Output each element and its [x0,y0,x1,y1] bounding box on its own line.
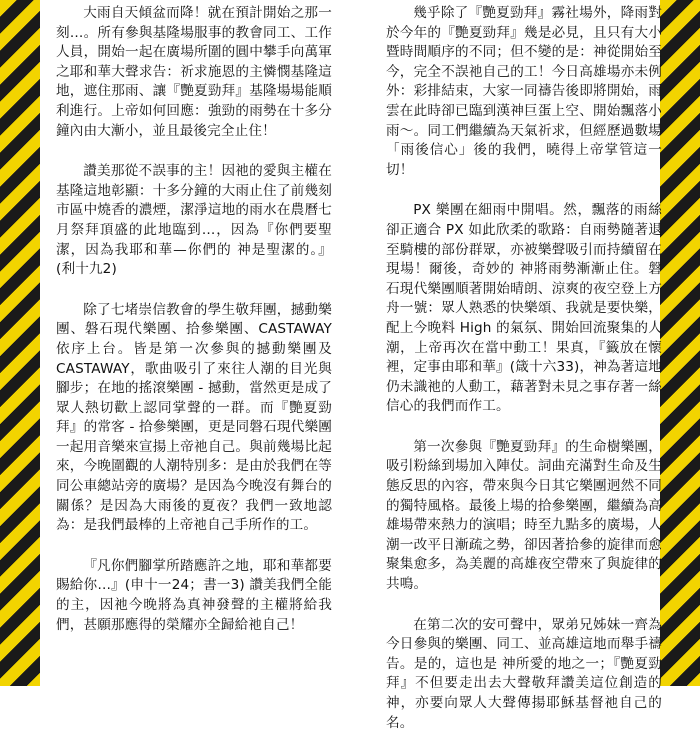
paragraph-px-band: PX 樂團在細雨中開唱。然，飄落的雨絲卻正適合 PX 如此欣柔的歌路：自雨勢隨著退至騎樓的部份群眾，亦被樂聲吸引而持續留在現場！爾後，奇妙的 神將雨勢漸漸止住。磐石現代樂團順著開始晴朗、涼爽的夜空登上方舟一號：眾人熟悉的快樂頌、我就是要快樂，配上今晚料 High 的氣氛、開始回流聚集的人潮，上帝再次在當中動工！果真，『籤放在懷裡，定事由耶和華』(箴十六33)，神為著這地仍未識祂的人動工，藉著對未見之事存著一絲信心的我們而作工。 [386,202,662,415]
paragraph-encore-prayer: 在第二次的安可聲中，眾弟兄姊妹一齊為今日參與的樂團、同工、並高雄這地而舉手禱告。是的，這也是 神所愛的地之一；『艷夏勁拜』不但要走出去大聲敬拜讚美這位創造的 神，亦要向眾人大聲傳揚耶穌基督祂自己的名。 [386,616,662,731]
paragraph-praise-sovereignty: 讚美那從不誤事的主！因祂的愛與主權在基隆這地彰顯：十多分鐘的大雨止住了前幾刻市區中燒香的濃煙，潔淨這地的雨水在農曆七月祭拜頂盛的此地臨到…，因為『你們要聖潔，因為我耶和華—你們的 神是聖潔的。』(利十九2) [56,163,332,278]
hazard-stripe-left-border [0,0,40,686]
article-column-right [386,4,662,731]
article-column-left [56,4,332,686]
article-body [48,0,662,731]
paragraph-heavy-rain-prayer: 大雨自天傾盆而降！就在預計開始之那一刻…。所有參與基隆場服事的教會同工、工作人員，開始一起在廣場所圍的圓中攀手向萬軍之耶和華大聲求告：祈求施恩的主憐憫基隆這地，遮住那雨、讓『艷夏勁拜』基隆場場能順利進行。上帝如何回應：強勁的雨勢在十多分鐘內由大漸小，並且最後完全止住！ [56,5,332,139]
paragraph-rain-kaohsiung: 幾乎除了『艷夏勁拜』霧社場外，降雨對於今年的『艷夏勁拜』幾是必見，且只有大小暨時間順序的不同；但不變的是：神從開始至今，完全不誤祂自己的工！今日高雄場亦未例外：彩排結束，大家一同禱告後即將開始，雨雲在此時卻已臨到漢神巨蛋上空、開始飄落小雨～。同工們繼續為天氣祈求，但經歷過數場「雨後信心」後的我們，曉得上帝掌管這一切！ [386,5,662,178]
paragraph-tree-of-life-band: 第一次參與『艷夏勁拜』的生命樹樂團，吸引粉絲到場加入陣仗。詞曲充滿對生命及生態反思的內容，帶來與今日其它樂團迥然不同的獨特風格。最後上場的拾參樂團，繼續為高雄場帶來熱力的演唱；時至九點多的廣場，人潮一改平日漸疏之勢，卻因著拾參的旋律而愈聚集愈多，為美麗的高雄夜空帶來了與旋律的共鳴。 [386,438,662,593]
paragraph-promised-land: 『凡你們腳掌所踏應許之地，耶和華都要賜給你…』(申十一24；書一3) 讚美我們全能的主，因祂今晚將為真神發聲的主權將給我們，甚願那應得的榮耀亦全歸給祂自己！ [56,557,332,633]
hazard-stripe-right-border [660,0,700,686]
paragraph-bands-lineup: 除了七堵崇信教會的學生敬拜團，撼動樂團、磐石現代樂團、拾參樂團、CASTAWAY 依序上台。皆是第一次參與的撼動樂團及CASTAWAY，歌曲吸引了來往人潮的目光與腳步；在地的搖滾樂團 - 撼動，當然更是成了眾人熱切歡上認同掌聲的一群。而『艷夏勁拜』的常客 - 拾參樂團，更是同磐石現代樂團一起用音樂來宣揚上帝祂自己。與前幾場比起來，今晚圍觀的人潮特別多：是由於我們在等同公車總站旁的廣場？是因為今晚沒有舞台的關係？是因為大雨後的夏夜？我們一致地認為：是我們最棒的上帝祂自己手所作的工。 [56,301,332,534]
